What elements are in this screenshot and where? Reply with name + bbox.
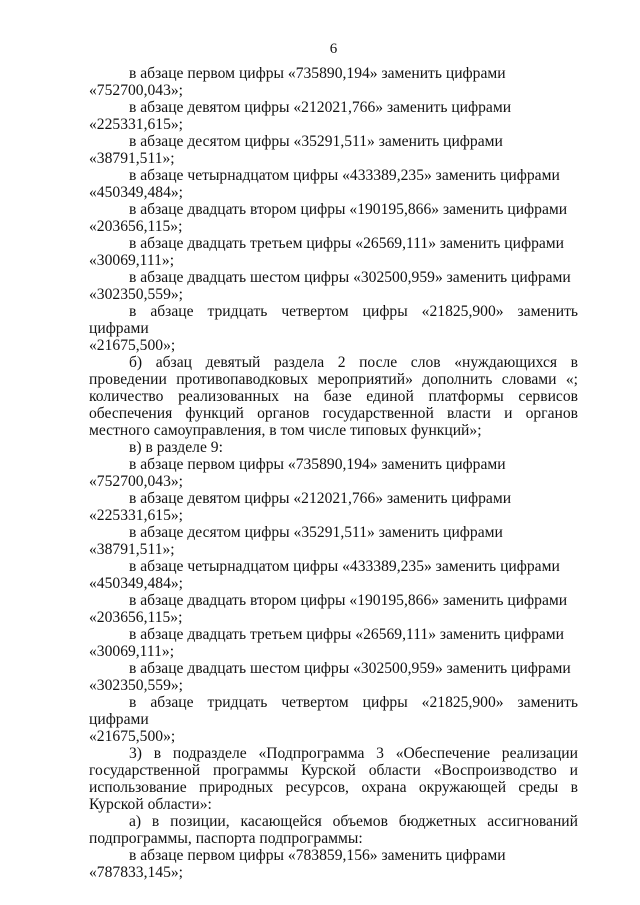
paragraph: в абзаце десятом цифры «35291,511» заменить цифрами «38791,511»; [89, 524, 503, 558]
paragraph: в абзаце двадцать втором цифры «190195,866» заменить цифрами «203656,115»; [89, 201, 568, 235]
paragraph: в абзаце первом цифры «735890,194» заменить цифрами «752700,043»; [89, 65, 506, 99]
paragraph: в абзаце двадцать третьем цифры «26569,111» заменить цифрами «30069,111»; [89, 235, 565, 269]
paragraph: в абзаце четырнадцатом цифры «433389,235» заменить цифрами «450349,484»; [89, 167, 560, 201]
paragraph: б) абзац девятый раздела 2 после слов «нуждающихся в проведении противопаводковых мероприятий» дополнить словами «; количество реализованных на базе единой платформы сервисов обеспечения функций органов государственной власти и органов местного самоуправления, в том числе типовых функций»; [89, 354, 578, 439]
page-number: 6 [329, 41, 338, 57]
paragraph: в абзаце тридцать четвертом цифры «21825,900» заменить цифрами «21675,500»; [89, 694, 578, 745]
paragraph: в абзаце первом цифры «735890,194» заменить цифрами «752700,043»; [89, 456, 506, 490]
paragraph: 3) в подразделе «Подпрограмма 3 «Обеспечение реализации государственной программы Курской области «Воспроизводство и использование природных ресурсов, охрана окружающей среды в Курской области»: [89, 745, 578, 813]
paragraph: а) в позиции, касающейся объемов бюджетных ассигнований подпрограммы, паспорта подпрограммы: [89, 813, 578, 847]
paragraph: в абзаце девятом цифры «212021,766» заменить цифрами «225331,615»; [89, 99, 512, 133]
paragraph: в абзаце девятом цифры «212021,766» заменить цифрами «225331,615»; [89, 490, 512, 524]
paragraph: в абзаце двадцать втором цифры «190195,866» заменить цифрами «203656,115»; [89, 592, 568, 626]
paragraph: в абзаце десятом цифры «35291,511» заменить цифрами «38791,511»; [89, 133, 503, 167]
paragraph: в абзаце тридцать четвертом цифры «21825,900» заменить цифрами «21675,500»; [89, 303, 578, 354]
paragraph: в абзаце первом цифры «783859,156» заменить цифрами «787833,145»; [89, 847, 506, 881]
paragraph: в абзаце двадцать шестом цифры «302500,959» заменить цифрами «302350,559»; [89, 660, 571, 694]
paragraph: в абзаце четырнадцатом цифры «433389,235» заменить цифрами «450349,484»; [89, 558, 560, 592]
paragraph: в) в разделе 9: [129, 439, 223, 456]
paragraph: в абзаце двадцать третьем цифры «26569,111» заменить цифрами «30069,111»; [89, 626, 565, 660]
document-body [89, 65, 578, 881]
paragraph: в абзаце двадцать шестом цифры «302500,959» заменить цифрами «302350,559»; [89, 269, 571, 303]
